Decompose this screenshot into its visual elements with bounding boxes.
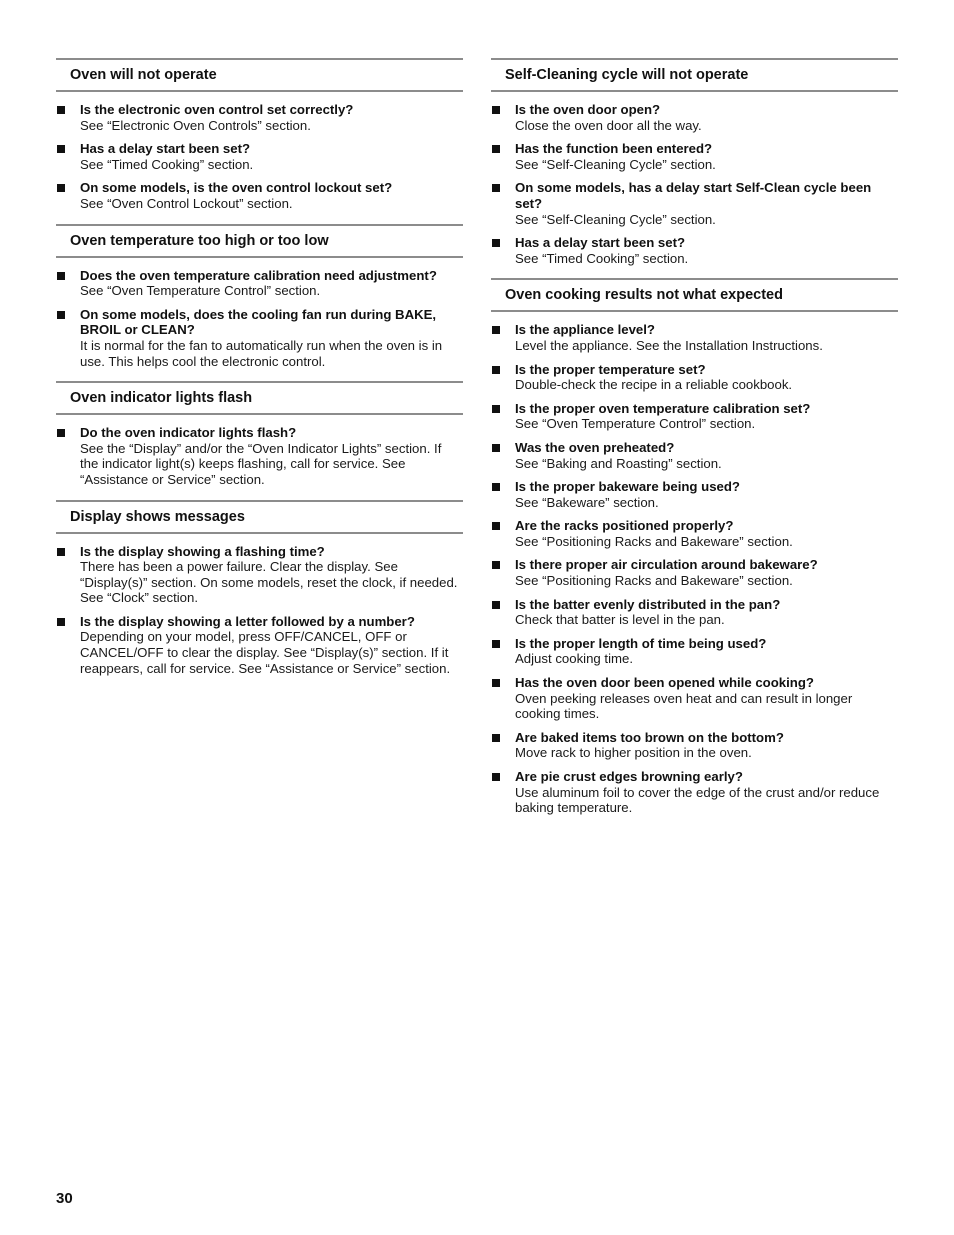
square-bullet-icon [57, 272, 65, 280]
question-text: Are the racks positioned properly? [515, 518, 734, 534]
question-text: Is the proper oven temperature calibration set? [515, 400, 811, 416]
answer-text: Depending on your model, press OFF/CANCEL, OFF or CANCEL/OFF to clear the display. See “Display(s)” section. If it reappears, call for service. See “Assistance or Service” section. [80, 629, 451, 676]
square-bullet-icon [492, 561, 500, 569]
section-heading: Display shows messages [56, 500, 463, 534]
answer-text: See “Timed Cooking” section. [515, 250, 689, 266]
answer-text: See “Bakeware” section. [515, 494, 659, 510]
answer-text: There has been a power failure. Clear the display. See “Display(s)” section. On some models, reset the clock, if needed. See “Clock” section. [80, 559, 458, 606]
list-item [56, 102, 463, 133]
troubleshooting-list [56, 102, 463, 212]
square-bullet-icon [57, 184, 65, 192]
answer-text: Double-check the recipe in a reliable cookbook. [515, 377, 793, 393]
square-bullet-icon [492, 145, 500, 153]
list-item [56, 141, 463, 172]
question-text: Has a delay start been set? [515, 235, 686, 251]
answer-text: See “Electronic Oven Controls” section. [80, 117, 311, 133]
square-bullet-icon [57, 145, 65, 153]
list-item [56, 614, 463, 676]
question-text: Is the oven door open? [515, 102, 661, 117]
question-text: Do the oven indicator lights flash? [80, 425, 297, 441]
list-item [56, 307, 463, 369]
square-bullet-icon [492, 326, 500, 334]
page-number: 30 [56, 1190, 73, 1207]
list-item [491, 769, 898, 816]
troubleshooting-list [491, 322, 898, 815]
square-bullet-icon [492, 405, 500, 413]
answer-text: Adjust cooking time. [515, 651, 634, 667]
answer-text: See “Oven Temperature Control” section. [515, 416, 756, 432]
question-text: Is the proper temperature set? [515, 361, 706, 377]
question-text: Does the oven temperature calibration need adjustment? [80, 267, 437, 283]
list-item [491, 235, 898, 266]
answer-text: Use aluminum foil to cover the edge of the crust and/or reduce baking temperature. [515, 784, 880, 816]
section-self-cleaning-cycle-will-not-operate [491, 58, 898, 266]
question-text: Is the display showing a letter followed by a number? [80, 613, 415, 629]
square-bullet-icon [57, 618, 65, 626]
question-text: On some models, does the cooling fan run during BAKE, BROIL or CLEAN? [80, 306, 437, 338]
square-bullet-icon [492, 773, 500, 781]
list-item [491, 557, 898, 588]
list-item [56, 425, 463, 487]
answer-text: See “Oven Control Lockout” section. [80, 195, 293, 211]
square-bullet-icon [492, 366, 500, 374]
square-bullet-icon [492, 679, 500, 687]
question-text: Is the electronic oven control set correctly? [80, 102, 354, 117]
square-bullet-icon [492, 106, 500, 114]
troubleshooting-list [56, 425, 463, 487]
question-text: Is the batter evenly distributed in the pan? [515, 596, 781, 612]
square-bullet-icon [492, 239, 500, 247]
answer-text: See “Self-Cleaning Cycle” section. [515, 156, 716, 172]
list-item [491, 479, 898, 510]
answer-text: See the “Display” and/or the “Oven Indicator Lights” section. If the indicator light(s) keeps flashing, call for service. See “Assistance or Service” section. [80, 440, 442, 487]
list-item [491, 440, 898, 471]
list-item [491, 636, 898, 667]
list-item [491, 675, 898, 722]
answer-text: It is normal for the fan to automatically run when the oven is in use. This helps cool the electronic control. [80, 337, 443, 369]
section-heading: Oven temperature too high or too low [56, 224, 463, 258]
list-item [491, 180, 898, 227]
list-item [491, 102, 898, 133]
square-bullet-icon [492, 734, 500, 742]
square-bullet-icon [492, 601, 500, 609]
troubleshooting-list [56, 544, 463, 677]
section-oven-cooking-results-not-what-expected [491, 278, 898, 815]
answer-text: Oven peeking releases oven heat and can result in longer cooking times. [515, 690, 853, 722]
question-text: On some models, has a delay start Self-Clean cycle been set? [515, 180, 872, 211]
question-text: Are baked items too brown on the bottom? [515, 729, 784, 745]
answer-text: See “Oven Temperature Control” section. [80, 283, 321, 299]
answer-text: See “Positioning Racks and Bakeware” section. [515, 533, 793, 549]
question-text: Was the oven preheated? [515, 439, 675, 455]
answer-text: Level the appliance. See the Installation Instructions. [515, 337, 823, 353]
section-display-shows-messages [56, 500, 463, 677]
list-item [491, 597, 898, 628]
square-bullet-icon [492, 640, 500, 648]
square-bullet-icon [492, 444, 500, 452]
troubleshooting-list [491, 102, 898, 266]
question-text: Are pie crust edges browning early? [515, 769, 743, 784]
square-bullet-icon [492, 522, 500, 530]
answer-text: Check that batter is level in the pan. [515, 612, 725, 628]
left-column [56, 58, 463, 688]
square-bullet-icon [57, 429, 65, 437]
answer-text: Move rack to higher position in the oven. [515, 745, 752, 761]
question-text: Has the function been entered? [515, 141, 713, 157]
question-text: Is the proper bakeware being used? [515, 479, 740, 495]
list-item [491, 141, 898, 172]
list-item [56, 268, 463, 299]
answer-text: See “Timed Cooking” section. [80, 156, 254, 172]
list-item [491, 362, 898, 393]
question-text: Has the oven door been opened while cooking? [515, 675, 814, 691]
section-heading: Oven will not operate [56, 58, 463, 92]
list-item [491, 322, 898, 353]
section-heading: Oven indicator lights flash [56, 381, 463, 415]
list-item [491, 401, 898, 432]
list-item [56, 544, 463, 606]
square-bullet-icon [57, 311, 65, 319]
question-text: Is the display showing a flashing time? [80, 543, 325, 559]
right-column [491, 58, 898, 828]
list-item [491, 518, 898, 549]
answer-text: See “Baking and Roasting” section. [515, 455, 722, 471]
list-item [56, 180, 463, 211]
question-text: Has a delay start been set? [80, 141, 251, 157]
answer-text: See “Positioning Racks and Bakeware” section. [515, 573, 793, 589]
question-text: Is there proper air circulation around bakeware? [515, 557, 818, 573]
section-heading: Oven cooking results not what expected [491, 278, 898, 312]
question-text: Is the proper length of time being used? [515, 635, 767, 651]
section-oven-will-not-operate [56, 58, 463, 212]
answer-text: Close the oven door all the way. [515, 117, 702, 133]
square-bullet-icon [57, 548, 65, 556]
square-bullet-icon [57, 106, 65, 114]
section-heading: Self-Cleaning cycle will not operate [491, 58, 898, 92]
square-bullet-icon [492, 184, 500, 192]
section-oven-indicator-lights-flash [56, 381, 463, 487]
answer-text: See “Self-Cleaning Cycle” section. [515, 211, 716, 227]
question-text: On some models, is the oven control lockout set? [80, 180, 393, 196]
list-item [491, 730, 898, 761]
troubleshooting-list [56, 268, 463, 370]
section-oven-temperature-too-high-or-too-low [56, 224, 463, 370]
square-bullet-icon [492, 483, 500, 491]
question-text: Is the appliance level? [515, 322, 655, 338]
